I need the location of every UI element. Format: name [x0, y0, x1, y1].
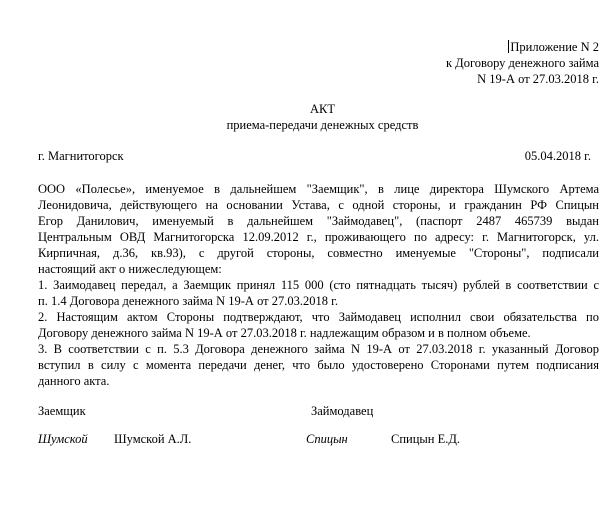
- appendix-number-text: Приложение N 2: [510, 40, 599, 54]
- clause-2-line: 2. Настоящим актом Стороны подтверждают, что Займодавец исполнил свои обязательства по: [38, 310, 599, 324]
- lender-label: Займодавец: [311, 404, 374, 418]
- borrower-label: Заемщик: [38, 404, 86, 418]
- preamble-line: настоящий акт о нижеследующем:: [38, 262, 222, 276]
- document-subtitle: приема-передачи денежных средств: [226, 118, 419, 132]
- appendix-contract-title: к Договору денежного займа: [445, 56, 599, 70]
- borrower-name: Шумской А.Л.: [114, 432, 192, 446]
- lender-signature: Спицын: [306, 432, 348, 446]
- clause-2-line: Договору денежного займа N 19-А от 27.03.2018 г. надлежащим образом и в полном объеме.: [38, 326, 531, 340]
- preamble-line: Центральным ОВД Магнитогорска 12.09.2012 г., проживающего по адресу: г. Магнитогорск, ул.: [38, 230, 599, 244]
- appendix-number: [508, 39, 599, 55]
- preamble-line: Кирпичная, д.36, кв.93), с другой стороны, совместно именуемые "Стороны", подписали: [38, 246, 599, 260]
- document-title: АКТ: [310, 102, 335, 116]
- clause-3-line: 3. В соответствии с п. 5.3 Договора денежного займа N 19-А от 27.03.2018 г. указанный Договор: [38, 342, 599, 356]
- clause-1-line: п. 1.4 Договора денежного займа N 19-А от 27.03.2018 г.: [38, 294, 338, 308]
- preamble-line: ООО «Полесье», именуемое в дальнейшем "Заемщик", в лице директора Шумского Артема: [38, 182, 599, 196]
- document-date: 05.04.2018 г.: [524, 149, 591, 163]
- lender-name: Спицын Е.Д.: [391, 432, 461, 446]
- clause-1-line: 1. Заимодавец передал, а Заемщик принял 115 000 (сто пятнадцать тысяч) рублей в соответствии с: [38, 278, 599, 292]
- clause-3-line: вступил в силу с момента передачи денег, что было удостоверено Сторонами путем подписания: [38, 358, 599, 372]
- preamble-line: Егор Данилович, именуемый в дальнейшем "Займодавец", (паспорт 2487 465739 выдан: [38, 214, 599, 228]
- borrower-signature: Шумской: [38, 432, 88, 446]
- city: г. Магнитогорск: [38, 149, 124, 163]
- preamble-line: Леонидовича, действующего на основании Устава, с одной стороны, и гражданин РФ Спицын: [38, 198, 599, 212]
- clause-3-line: данного акта.: [38, 374, 110, 388]
- appendix-contract-ref: N 19-А от 27.03.2018 г.: [477, 72, 599, 86]
